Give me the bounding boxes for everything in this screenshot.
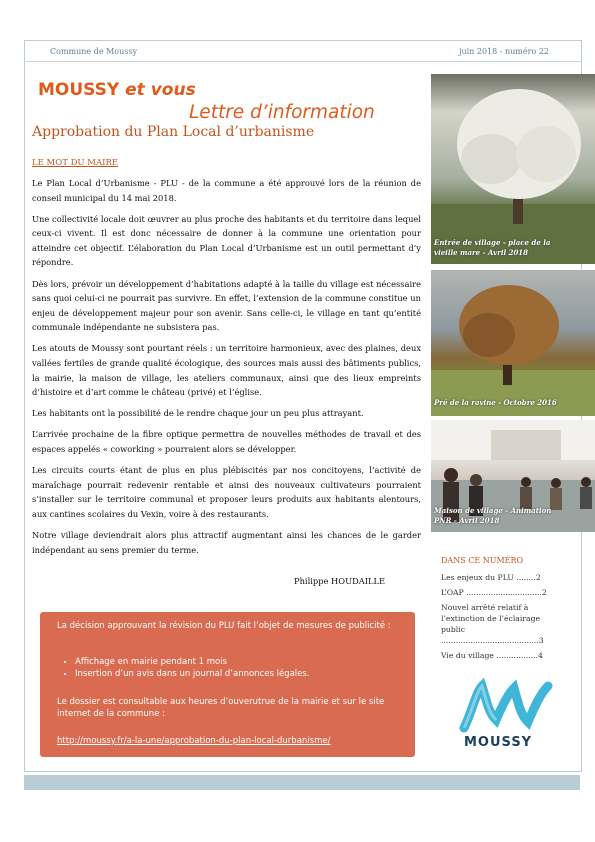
publicity-callout <box>40 612 415 757</box>
photo-caption: Entrée de village - place de la vieille mare - Avril 2018 <box>434 238 551 257</box>
photo-autumn-tree <box>431 270 595 416</box>
paragraph: Les circuits courts étant de plus en plus plébiscités par nos concitoyens, l’activité de maraîchage pourrait redevenir rentable et ainsi des nouveaux cultivateurs pourraient s’installer sur le territoire communal et proposer leurs produits aux habitants alentours, aux cantines scolaires du Vexin, voire à des restaurants. <box>32 465 421 519</box>
paragraph: Une collectivité locale doit œuvrer au plus proche des habitants et du territoire dans lequel ceux-ci vivent. Il est donc nécessaire de donner à la commune une orientation pour atteindre cet objectif. L’élaboration du Plan Local d’Urbanisme est un outil permettant d’y répondre. <box>32 213 421 268</box>
header-commune: Commune de Moussy <box>50 47 137 56</box>
callout-intro: La décision approuvant la révision du PLU fait l’objet de mesures de publicité : <box>57 621 391 631</box>
headline: Approbation du Plan Local d’urbanisme <box>32 124 315 140</box>
photo-caption: Maison de village - Animation PNR - Avril 2018 <box>434 506 552 525</box>
paragraph: L’arrivée prochaine de la fibre optique permettra de nouvelles méthodes de travail et des espaces appelés « coworking » pourraient alors se développer. <box>32 429 421 454</box>
callout-consult: Le dossier est consultable aux heures d’ouverutrue de la mairie et sur le site internet de la commune : <box>57 697 385 719</box>
logo-wordmark: MOUSSY <box>464 735 533 750</box>
paragraph: Dès lors, prévoir un développement d’habitations adapté à la taille du village est nécessaire sans quoi celui-ci ne pourrait pas survivre. En effet, l’extension de la commune constitue un enjeu de développement majeur pour son avenir. Sans celle-ci, le village en tant qu’entité communale indépendante ne subsistera pas. <box>32 278 421 333</box>
callout-bullet: • Affichage en mairie pendant 1 mois <box>75 656 397 668</box>
toc-item: L’OAP ...............................2 <box>441 588 547 597</box>
autumn-tree-illustration <box>431 270 595 416</box>
photo-caption: Pré de la ravine - Octobre 2016 <box>434 398 557 407</box>
toc-item: Nouvel arrêté relatif à l’extinction de l’éclairage public ........................................3 <box>441 603 544 645</box>
section-kicker: LE MOT DU MAIRE <box>32 158 119 168</box>
masthead-moussy: MOUSSY <box>38 80 120 100</box>
signature: Philippe HOUDAILLE <box>294 576 386 586</box>
callout-bullet: • Insertion d’un avis dans un journal d’annonces légales. <box>75 668 397 680</box>
masthead-title <box>38 80 196 100</box>
toc-title: DANS CE NUMÉRO <box>441 556 524 565</box>
paragraph: Le Plan Local d’Urbanisme - PLU - de la commune a été approuvé lors de la réunion de conseil municipal du 14 mai 2018. <box>32 178 421 203</box>
toc-item: Vie du village .................4 <box>441 651 543 660</box>
callout-bullets <box>57 656 397 680</box>
table-of-contents <box>441 572 556 665</box>
logo-waves-icon <box>458 672 554 736</box>
photo-blossom-tree <box>431 74 595 264</box>
toc-item: Les enjeux du PLU ........2 <box>441 573 541 582</box>
header-divider <box>24 61 581 62</box>
paragraph: Notre village deviendrait alors plus attractif augmentant ainsi les chances de le garder indépendant au sens premier du terme. <box>32 529 421 555</box>
paragraph: Les habitants ont la possibilité de le rendre chaque jour un peu plus attrayant. <box>32 408 364 419</box>
header-issue: juin 2018 - numéro 22 <box>458 47 549 56</box>
article-body <box>32 176 421 564</box>
masthead-subtitle: Lettre d’information <box>189 102 375 123</box>
paragraph: Les atouts de Moussy sont pourtant réels : un territoire harmonieux, avec des plaines, deux vallées fertiles de grande qualité écologique, des sources mais aussi des bâtiments publics, la mairie, la maison de village, les ateliers communaux, ainsi que des lieux empreints d’histoire et d’art comme le château (privé) et l’église. <box>32 343 421 398</box>
masthead-et-vous: et vous <box>119 80 196 100</box>
photo-village-hall <box>431 420 595 532</box>
footer-band <box>24 775 580 790</box>
plu-link[interactable]: http://moussy.fr/a-la-une/approbation-du-plan-local-durbanisme/ <box>57 736 331 746</box>
blossom-tree-illustration <box>431 74 595 264</box>
